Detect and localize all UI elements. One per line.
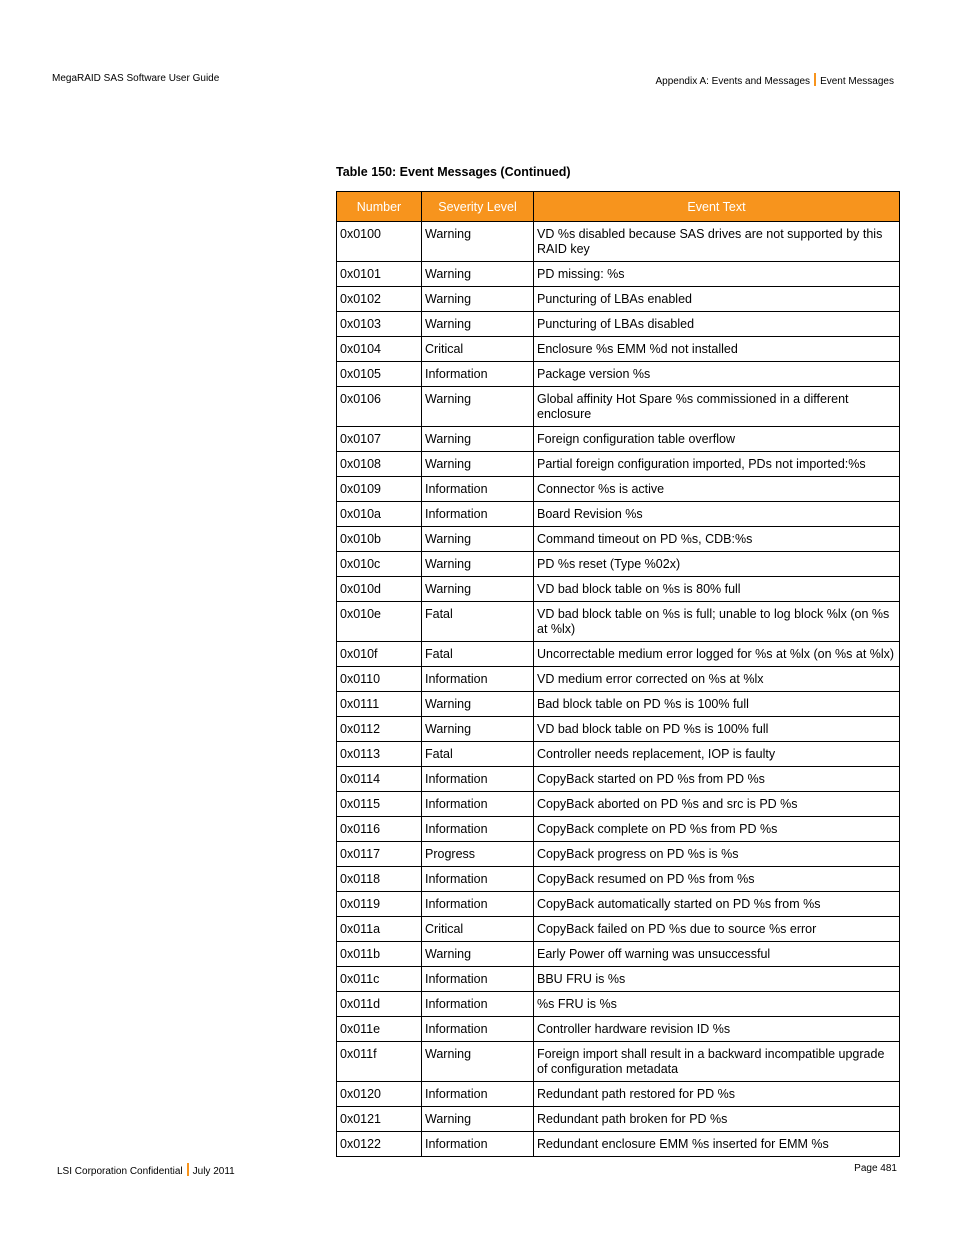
cell-event-text: VD medium error corrected on %s at %lx xyxy=(534,667,900,692)
cell-event-text: Controller needs replacement, IOP is faulty xyxy=(534,742,900,767)
cell-event-text: CopyBack resumed on PD %s from %s xyxy=(534,867,900,892)
table-row xyxy=(337,817,900,842)
table-row xyxy=(337,867,900,892)
cell-number: 0x010b xyxy=(337,527,422,552)
cell-severity: Fatal xyxy=(422,602,534,642)
cell-event-text: VD bad block table on %s is 80% full xyxy=(534,577,900,602)
cell-severity: Information xyxy=(422,792,534,817)
table-row xyxy=(337,362,900,387)
cell-event-text: BBU FRU is %s xyxy=(534,967,900,992)
cell-event-text: CopyBack progress on PD %s is %s xyxy=(534,842,900,867)
table-row xyxy=(337,767,900,792)
header-section xyxy=(656,73,894,87)
cell-event-text: Command timeout on PD %s, CDB:%s xyxy=(534,527,900,552)
cell-severity: Information xyxy=(422,1132,534,1157)
cell-event-text: Controller hardware revision ID %s xyxy=(534,1017,900,1042)
table-body xyxy=(337,222,900,1157)
table-row xyxy=(337,717,900,742)
cell-severity: Warning xyxy=(422,1107,534,1132)
table-row xyxy=(337,967,900,992)
footer-separator xyxy=(187,1163,189,1176)
cell-severity: Warning xyxy=(422,692,534,717)
cell-number: 0x011c xyxy=(337,967,422,992)
cell-number: 0x0107 xyxy=(337,427,422,452)
table-row xyxy=(337,917,900,942)
cell-event-text: Redundant path restored for PD %s xyxy=(534,1082,900,1107)
cell-severity: Warning xyxy=(422,427,534,452)
table-row xyxy=(337,452,900,477)
cell-severity: Critical xyxy=(422,337,534,362)
cell-number: 0x010d xyxy=(337,577,422,602)
cell-event-text: VD bad block table on PD %s is 100% full xyxy=(534,717,900,742)
cell-number: 0x0102 xyxy=(337,287,422,312)
cell-severity: Information xyxy=(422,867,534,892)
cell-number: 0x011f xyxy=(337,1042,422,1082)
footer-confidential: LSI Corporation Confidential xyxy=(57,1166,183,1177)
cell-event-text: Redundant path broken for PD %s xyxy=(534,1107,900,1132)
cell-severity: Information xyxy=(422,667,534,692)
footer-date: July 2011 xyxy=(192,1166,235,1177)
cell-severity: Warning xyxy=(422,287,534,312)
table-row xyxy=(337,692,900,717)
cell-number: 0x0121 xyxy=(337,1107,422,1132)
cell-number: 0x0101 xyxy=(337,262,422,287)
footer-left xyxy=(57,1163,235,1177)
event-messages-table xyxy=(336,191,900,1157)
table-row xyxy=(337,1017,900,1042)
column-header-number: Number xyxy=(337,192,422,222)
cell-severity: Information xyxy=(422,362,534,387)
cell-event-text: CopyBack automatically started on PD %s from %s xyxy=(534,892,900,917)
table-row xyxy=(337,552,900,577)
cell-number: 0x0112 xyxy=(337,717,422,742)
cell-number: 0x0110 xyxy=(337,667,422,692)
cell-number: 0x0111 xyxy=(337,692,422,717)
cell-event-text: Uncorrectable medium error logged for %s at %lx (on %s at %lx) xyxy=(534,642,900,667)
cell-event-text: Bad block table on PD %s is 100% full xyxy=(534,692,900,717)
cell-event-text: CopyBack started on PD %s from PD %s xyxy=(534,767,900,792)
cell-event-text: Puncturing of LBAs enabled xyxy=(534,287,900,312)
cell-event-text: Package version %s xyxy=(534,362,900,387)
table-caption: Table 150: Event Messages (Continued) xyxy=(336,165,571,179)
cell-number: 0x0118 xyxy=(337,867,422,892)
table-row xyxy=(337,792,900,817)
cell-event-text: VD %s disabled because SAS drives are not supported by this RAID key xyxy=(534,222,900,262)
cell-event-text: Foreign configuration table overflow xyxy=(534,427,900,452)
cell-severity: Information xyxy=(422,502,534,527)
cell-number: 0x0122 xyxy=(337,1132,422,1157)
table-row xyxy=(337,842,900,867)
table-row xyxy=(337,1107,900,1132)
cell-severity: Warning xyxy=(422,577,534,602)
cell-number: 0x011a xyxy=(337,917,422,942)
cell-number: 0x010a xyxy=(337,502,422,527)
cell-number: 0x0109 xyxy=(337,477,422,502)
table-row xyxy=(337,642,900,667)
cell-severity: Warning xyxy=(422,717,534,742)
table-row xyxy=(337,992,900,1017)
cell-severity: Information xyxy=(422,992,534,1017)
cell-number: 0x0116 xyxy=(337,817,422,842)
cell-number: 0x0104 xyxy=(337,337,422,362)
cell-severity: Information xyxy=(422,892,534,917)
table-row xyxy=(337,1082,900,1107)
cell-number: 0x011d xyxy=(337,992,422,1017)
table-row xyxy=(337,287,900,312)
cell-number: 0x010c xyxy=(337,552,422,577)
table-row xyxy=(337,602,900,642)
footer-page-number: Page 481 xyxy=(854,1163,897,1174)
table-row xyxy=(337,502,900,527)
table-row xyxy=(337,222,900,262)
cell-severity: Information xyxy=(422,967,534,992)
cell-severity: Information xyxy=(422,767,534,792)
cell-severity: Warning xyxy=(422,942,534,967)
table-row xyxy=(337,427,900,452)
table-row xyxy=(337,577,900,602)
cell-severity: Fatal xyxy=(422,742,534,767)
cell-number: 0x0106 xyxy=(337,387,422,427)
cell-event-text: VD bad block table on %s is full; unable to log block %lx (on %s at %lx) xyxy=(534,602,900,642)
cell-number: 0x0105 xyxy=(337,362,422,387)
table-row xyxy=(337,262,900,287)
table-row xyxy=(337,667,900,692)
cell-event-text: CopyBack complete on PD %s from PD %s xyxy=(534,817,900,842)
cell-severity: Warning xyxy=(422,222,534,262)
cell-number: 0x0100 xyxy=(337,222,422,262)
cell-number: 0x0115 xyxy=(337,792,422,817)
cell-event-text: Early Power off warning was unsuccessful xyxy=(534,942,900,967)
cell-number: 0x0117 xyxy=(337,842,422,867)
header-section-label: Appendix A: Events and Messages xyxy=(655,76,811,87)
cell-event-text: PD %s reset (Type %02x) xyxy=(534,552,900,577)
cell-severity: Information xyxy=(422,477,534,502)
cell-number: 0x011b xyxy=(337,942,422,967)
table-row xyxy=(337,892,900,917)
table-row xyxy=(337,337,900,362)
cell-severity: Fatal xyxy=(422,642,534,667)
cell-severity: Information xyxy=(422,1082,534,1107)
cell-event-text: %s FRU is %s xyxy=(534,992,900,1017)
cell-event-text: Connector %s is active xyxy=(534,477,900,502)
cell-event-text: CopyBack failed on PD %s due to source %s error xyxy=(534,917,900,942)
cell-severity: Warning xyxy=(422,527,534,552)
cell-event-text: Redundant enclosure EMM %s inserted for EMM %s xyxy=(534,1132,900,1157)
cell-severity: Information xyxy=(422,817,534,842)
cell-event-text: Partial foreign configuration imported, PDs not imported:%s xyxy=(534,452,900,477)
column-header-event-text: Event Text xyxy=(534,192,900,222)
table-row xyxy=(337,527,900,552)
cell-event-text: CopyBack aborted on PD %s and src is PD %s xyxy=(534,792,900,817)
table-row xyxy=(337,387,900,427)
cell-number: 0x0113 xyxy=(337,742,422,767)
cell-number: 0x0103 xyxy=(337,312,422,337)
cell-number: 0x010e xyxy=(337,602,422,642)
header-subsection-label: Event Messages xyxy=(820,76,894,87)
column-header-severity: Severity Level xyxy=(422,192,534,222)
cell-event-text: Board Revision %s xyxy=(534,502,900,527)
cell-event-text: PD missing: %s xyxy=(534,262,900,287)
cell-number: 0x010f xyxy=(337,642,422,667)
cell-event-text: Foreign import shall result in a backward incompatible upgrade of configuration metadata xyxy=(534,1042,900,1082)
cell-number: 0x0120 xyxy=(337,1082,422,1107)
cell-number: 0x0114 xyxy=(337,767,422,792)
cell-severity: Warning xyxy=(422,452,534,477)
cell-severity: Progress xyxy=(422,842,534,867)
cell-number: 0x011e xyxy=(337,1017,422,1042)
cell-number: 0x0119 xyxy=(337,892,422,917)
header-doc-title: MegaRAID SAS Software User Guide xyxy=(52,73,220,84)
cell-severity: Information xyxy=(422,1017,534,1042)
cell-severity: Warning xyxy=(422,1042,534,1082)
table-row xyxy=(337,312,900,337)
table-row xyxy=(337,1132,900,1157)
cell-severity: Warning xyxy=(422,552,534,577)
cell-severity: Warning xyxy=(422,312,534,337)
cell-event-text: Enclosure %s EMM %d not installed xyxy=(534,337,900,362)
cell-severity: Critical xyxy=(422,917,534,942)
table-header-row xyxy=(337,192,900,222)
table-row xyxy=(337,742,900,767)
header-separator xyxy=(814,73,816,86)
table-row xyxy=(337,1042,900,1082)
cell-event-text: Global affinity Hot Spare %s commissioned in a different enclosure xyxy=(534,387,900,427)
table-row xyxy=(337,477,900,502)
cell-event-text: Puncturing of LBAs disabled xyxy=(534,312,900,337)
table-row xyxy=(337,942,900,967)
cell-severity: Warning xyxy=(422,262,534,287)
cell-number: 0x0108 xyxy=(337,452,422,477)
cell-severity: Warning xyxy=(422,387,534,427)
